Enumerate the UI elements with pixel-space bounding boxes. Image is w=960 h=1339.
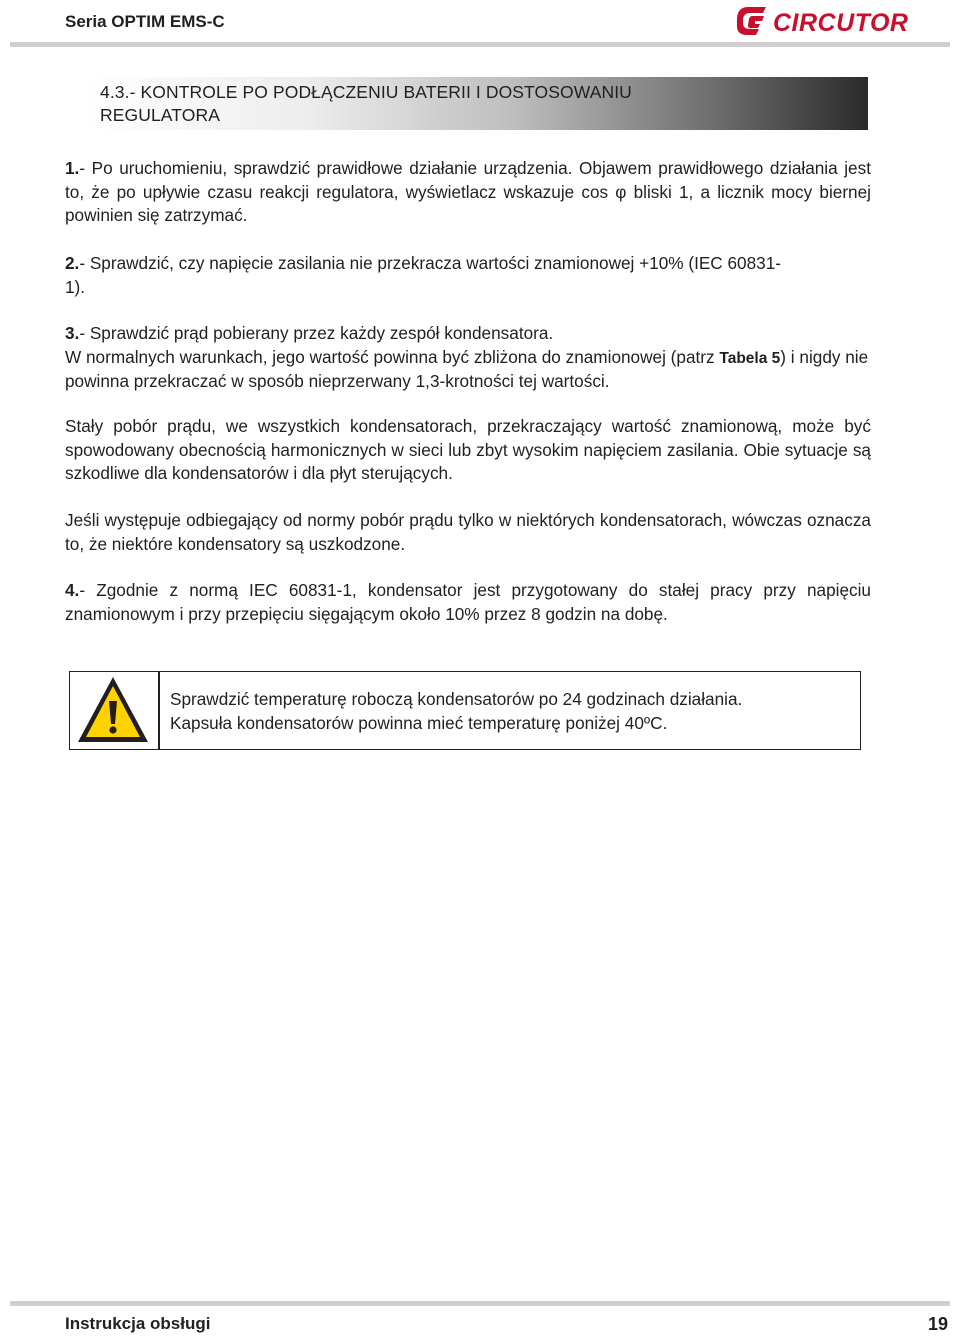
logo-wordmark: CIRCUTOR: [773, 9, 909, 37]
warning-triangle-icon: [76, 674, 150, 745]
page-number: 19: [927, 1314, 948, 1334]
header-rule: [10, 42, 950, 47]
warning-text: Sprawdzić temperaturę roboczą kondensatorów po 24 godzinach działania. Kapsuła kondensatorów powinna mieć temperaturę poniżej 40ºC.: [170, 689, 743, 733]
circutor-logo: [734, 4, 914, 38]
footer-rule: [10, 1301, 950, 1306]
table-reference: Tabela 5: [719, 349, 781, 367]
paragraph-2: 2.- Sprawdzić, czy napięcie zasilania nie przekracza wartości znamionowej +10% (IEC 60831-1).: [65, 253, 782, 297]
item-number: 4.: [65, 580, 80, 600]
item-number: 2.: [65, 253, 80, 273]
paragraph-5: Jeśli występuje odbiegający od normy pobór prądu tylko w niektórych kondensatorach, wówczas oznacza to, że niektóre kondensatory są uszkodzone.: [65, 510, 871, 554]
footer-manual-label: Instrukcja obsługi: [65, 1314, 211, 1333]
section-title: 4.3.- KONTROLE PO PODŁĄCZENIU BATERII I DOSTOSOWANIU REGULATORA: [100, 82, 632, 125]
paragraph-4: Stały pobór prądu, we wszystkich kondensatorach, przekraczający wartość znamionową, może być spowodowany obecnością harmonicznych w sieci lub zbyt wysokim napięciem zasilania. Obie sytuacje są szkodliwe dla kondensatorów i dla płyt sterujących.: [65, 416, 871, 483]
warning-divider: [158, 671, 160, 750]
item-number: 3.: [65, 323, 80, 343]
series-title: Seria OPTIM EMS-C: [65, 12, 225, 31]
item-number: 1.: [65, 158, 80, 178]
paragraph-3: 3.- Sprawdzić prąd pobierany przez każdy zespół kondensatora. W normalnych warunkach, jego wartość powinna być zbliżona do znamionowej (patrz Tabela 5) i nigdy nie powinna przekraczać w sposób nieprzerwany 1,3-krotności tej wartości.: [65, 323, 869, 391]
paragraph-1: 1.- Po uruchomieniu, sprawdzić prawidłowe działanie urządzenia. Objawem prawidłowego działania jest to, że po upływie czasu reakcji regulatora, wyświetlacz wskazuje cos φ bliski 1, a licznik mocy biernej powinien się zatrzymać.: [65, 158, 871, 225]
paragraph-6: 4.- Zgodnie z normą IEC 60831-1, kondensator jest przygotowany do stałej pracy przy napięciu znamionowym i przy przepięciu sięgającym około 10% przez 8 godzin na dobę.: [65, 580, 871, 624]
